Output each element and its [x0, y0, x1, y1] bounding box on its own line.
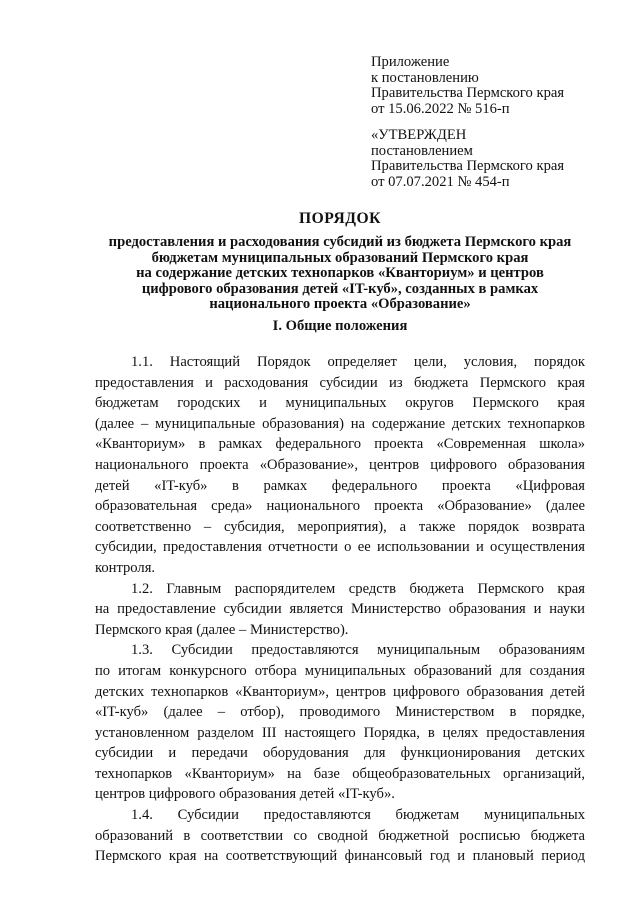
subtitle-line: цифрового образования детей «IT-куб», созданных в рамках: [141, 280, 539, 297]
paragraph-line: образовательная среда» национального проекта «Образование» (далее: [95, 498, 585, 515]
document-title-block: [90, 210, 590, 313]
paragraph-line: «IT-куб» (далее – отбор), проводимого Министерством в порядке,: [95, 704, 585, 721]
paragraph-line: центров цифрового образования детей «IT-куб».: [95, 786, 395, 803]
paragraph-line: предоставления и расходования субсидии из бюджета Пермского края: [95, 374, 585, 391]
paragraph-line: установленном разделом III настоящего Порядка, в целях предоставления: [95, 724, 585, 741]
paragraph-line: (далее – муниципальные образования) на содержание детских технопарков: [95, 415, 585, 432]
paragraph-line: образований в соответствии со сводной бюджетной росписью бюджета: [95, 827, 585, 844]
paragraph: [95, 640, 585, 805]
approval-line: «УТВЕРЖДЕН: [371, 127, 467, 143]
paragraph-line: субсидии и передачи оборудования для функционирования детских: [95, 745, 585, 762]
paragraph-line: 1.2. Главным распорядителем средств бюджета Пермского края: [131, 580, 585, 597]
paragraph-line: детей «IT-куб» в рамках федерального проекта «Цифровая: [95, 477, 585, 494]
paragraph-line: 1.1. Настоящий Порядок определяет цели, условия, порядок: [131, 354, 585, 370]
approval-line: от 07.07.2021 № 454-п: [371, 173, 510, 190]
paragraph-line: бюджетам городских и муниципальных округов Пермского края: [95, 395, 585, 412]
paragraph-line: технопарков «Кванториум» на базе общеобразовательных организаций,: [95, 765, 585, 782]
paragraph-line: детских технопарков «Кванториум», центров цифрового образования детей: [95, 683, 585, 700]
paragraph-line: Пермского края (далее – Министерство).: [95, 621, 349, 638]
paragraph-line: 1.3. Субсидии предоставляются муниципальным образованиям: [131, 642, 585, 659]
paragraph-line: национального проекта «Образование», центров цифрового образования: [95, 456, 585, 473]
attachment-line: к постановлению: [371, 69, 479, 86]
paragraph-line: соответственно – субсидия, мероприятия), а также порядок возврата: [95, 518, 585, 535]
paragraph-line: Пермского края на соответствующий финансовый год и плановый период: [95, 848, 585, 865]
attachment-line: от 15.06.2022 № 516-п: [371, 100, 510, 117]
paragraph: [95, 805, 585, 867]
paragraph: [95, 579, 585, 641]
attachment-line: Приложение: [371, 54, 450, 70]
approval-line: Правительства Пермского края: [371, 158, 565, 174]
paragraph-line: «Кванториум» в рамках федерального проекта «Современная школа»: [95, 436, 585, 453]
attachment-stamp: [371, 55, 611, 117]
paragraph-line: контроля.: [95, 559, 156, 576]
subtitle-line: на содержание детских технопарков «Кванториум» и центров: [136, 265, 544, 282]
attachment-line: Правительства Пермского края: [371, 85, 565, 101]
subtitle-line: предоставления и расходования субсидий из бюджета Пермского края: [108, 234, 572, 250]
paragraph-line: на предоставление субсидии является Министерство образования и науки: [95, 601, 585, 618]
paragraph-line: 1.4. Субсидии предоставляются бюджетам муниципальных: [131, 807, 585, 824]
approval-stamp: [371, 128, 611, 190]
subtitle-line: бюджетам муниципальных образований Пермского края: [151, 249, 529, 266]
approval-line: постановлением: [371, 142, 473, 159]
document-subtitle: [90, 235, 590, 313]
paragraph: [95, 352, 585, 579]
paragraph-line: по итогам конкурсного отбора муниципальных образований для создания: [95, 662, 585, 679]
section-heading: I. Общие положения: [272, 318, 408, 334]
document-body: [95, 352, 585, 867]
subtitle-line: национального проекта «Образование»: [209, 296, 471, 313]
document-title: ПОРЯДОК: [299, 210, 381, 227]
paragraph-line: субсидии, предоставления отчетности о ее использовании и осуществления: [95, 539, 585, 556]
